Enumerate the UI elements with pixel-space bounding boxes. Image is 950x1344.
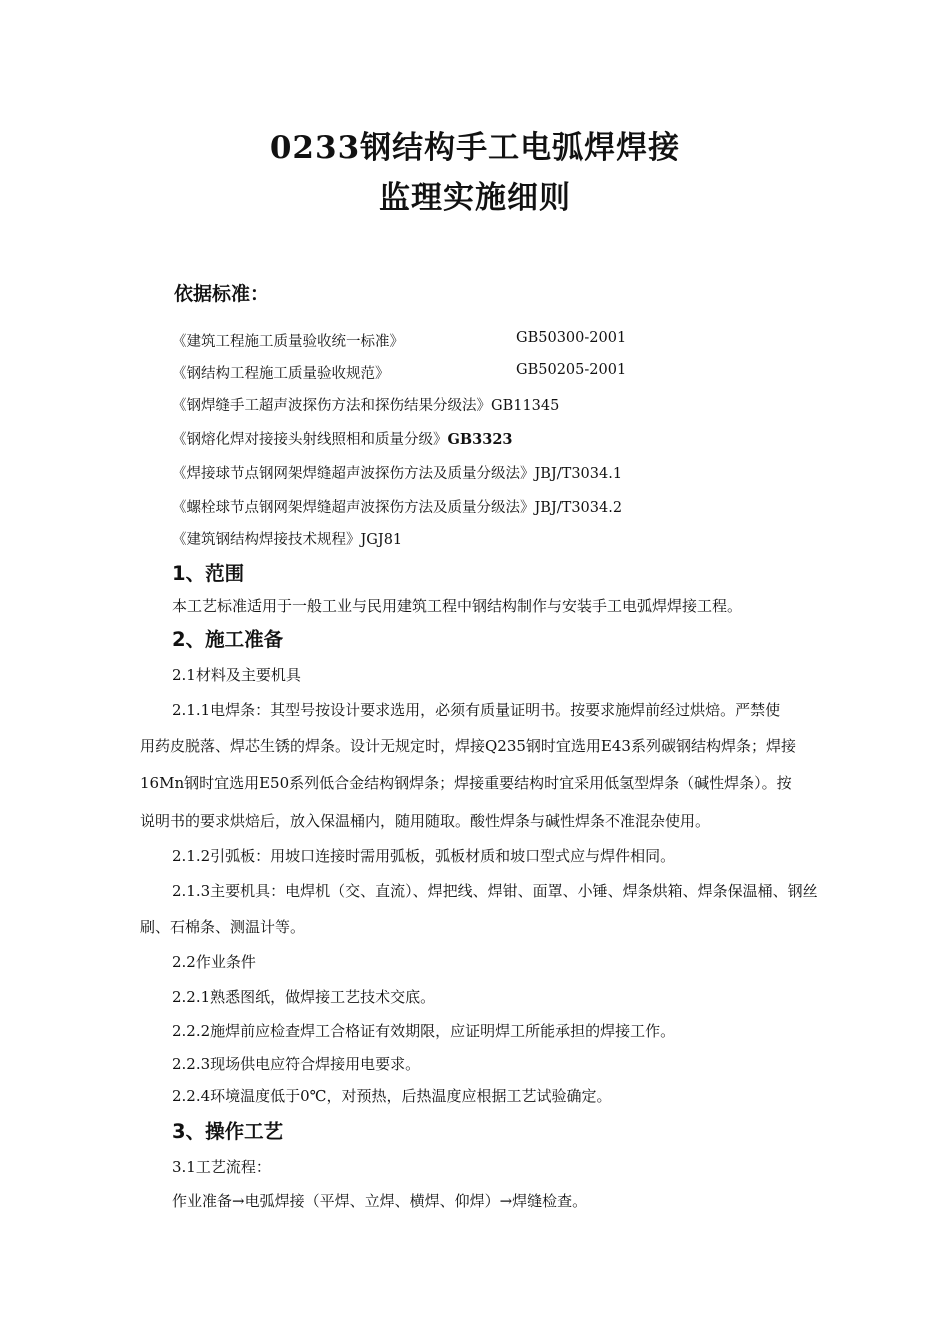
process-flow: 作业准备→电弧焊接（平焊、立焊、横焊、仰焊）→焊缝检查。 — [172, 1192, 588, 1210]
section-heading: 3、操作工艺 — [172, 1120, 284, 1143]
paragraph-line: 2.1.3主要机具：电焊机（交、直流）、焊把线、焊钳、面罩、小锤、焊条烘箱、焊条保温桶、钢丝 — [172, 882, 818, 900]
standard-item — [172, 528, 402, 549]
standard-item — [172, 428, 513, 449]
paragraph-line: 2.2.4环境温度低于0℃，对预热，后热温度应根据工艺试验确定。 — [172, 1087, 612, 1105]
standard-name: 《钢结构工程施工质量验收规范》 — [172, 366, 390, 382]
paragraph-line: 2.2.2施焊前应检查焊工合格证有效期限，应证明焊工所能承担的焊接工作。 — [172, 1022, 676, 1040]
subsection-heading: 2.1材料及主要机具 — [172, 666, 301, 684]
standard-name: 《建筑钢结构焊接技术规程》JGJ81 — [172, 532, 403, 548]
standard-item — [172, 330, 627, 351]
standard-code: GB3323 — [447, 431, 513, 448]
standard-code: GB50205-2001 — [516, 362, 627, 378]
paragraph-line: 2.1.2引弧板：用坡口连接时需用弧板，弧板材质和坡口型式应与焊件相同。 — [172, 847, 676, 865]
paragraph-line: 2.2.3现场供电应符合焊接用电要求。 — [172, 1055, 421, 1073]
document-title-line2: 监理实施细则 — [379, 180, 571, 216]
section-text: 本工艺标准适用于一般工业与民用建筑工程中钢结构制作与安装手工电弧焊焊接工程。 — [172, 597, 743, 615]
standard-name: 《螺栓球节点钢网架焊缝超声波探伤方法及质量分级法》JBJ/T3034.2 — [172, 500, 623, 516]
standard-code: GB50300-2001 — [516, 330, 627, 346]
paragraph-line: 2.2.1熟悉图纸，做焊接工艺技术交底。 — [172, 988, 436, 1006]
standard-item — [172, 362, 627, 383]
section-heading: 2、施工准备 — [172, 628, 284, 651]
subsection-heading: 3.1工艺流程： — [172, 1158, 271, 1176]
paragraph-line: 16Mn钢时宜选用E50系列低合金结构钢焊条；焊接重要结构时宜采用低氢型焊条（碱性焊条）。按 — [140, 774, 792, 792]
basis-heading: 依据标准： — [174, 283, 270, 305]
paragraph-line: 说明书的要求烘焙后，放入保温桶内，随用随取。酸性焊条与碱性焊条不准混杂使用。 — [140, 812, 711, 830]
standard-name: 《建筑工程施工质量验收统一标准》 — [172, 334, 404, 350]
paragraph-line: 2.1.1电焊条：其型号按设计要求选用，必须有质量证明书。按要求施焊前经过烘焙。严禁使 — [172, 701, 781, 719]
section-heading: 1、范围 — [172, 562, 245, 585]
document-title-line1: 0233钢结构手工电弧焊焊接 — [269, 130, 681, 166]
standard-item — [172, 462, 622, 483]
standard-item — [172, 496, 622, 517]
standard-name: 《钢熔化焊对接接头射线照相和质量分级》 — [172, 432, 448, 448]
subsection-heading: 2.2作业条件 — [172, 953, 256, 971]
standard-item — [172, 394, 559, 415]
paragraph-line: 刷、石棉条、测温计等。 — [140, 918, 306, 936]
standard-name: 《焊接球节点钢网架焊缝超声波探伤方法及质量分级法》JBJ/T3034.1 — [172, 466, 623, 482]
paragraph-line: 用药皮脱落、焊芯生锈的焊条。设计无规定时，焊接Q235钢时宜选用E43系列碳钢结构焊条；焊接 — [140, 737, 796, 755]
standard-name: 《钢焊缝手工超声波探伤方法和探伤结果分级法》GB11345 — [172, 398, 560, 414]
